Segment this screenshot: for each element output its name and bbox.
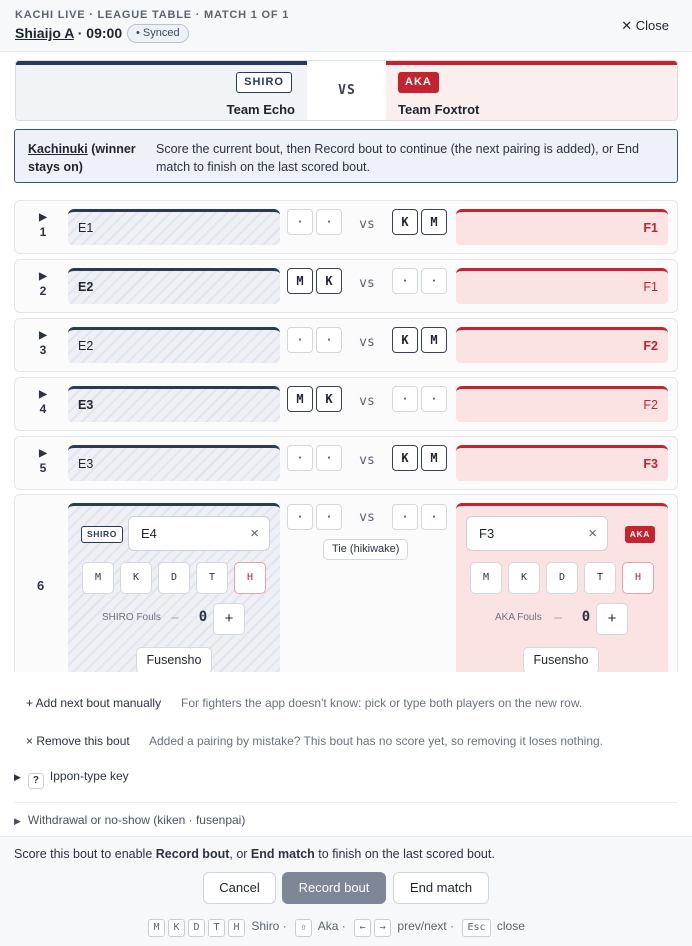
shiro-fighter-select[interactable] bbox=[128, 516, 270, 551]
aka-point-slot: · bbox=[421, 504, 447, 530]
record-bout-button[interactable]: Record bout bbox=[282, 872, 386, 904]
aka-point-slot: M bbox=[421, 327, 447, 353]
bout-expand-toggle[interactable] bbox=[33, 447, 53, 475]
aka-fighter-cell bbox=[456, 445, 668, 481]
bout-number: 4 bbox=[39, 402, 47, 416]
shiro-fighter-value: E4 bbox=[141, 526, 157, 541]
shiro-tsuki-button[interactable]: T bbox=[196, 562, 228, 594]
aka-do-button[interactable]: D bbox=[546, 562, 578, 594]
bout-expand-toggle[interactable] bbox=[33, 388, 53, 416]
withdrawal-toggle[interactable] bbox=[14, 813, 245, 827]
bout-row[interactable] bbox=[14, 436, 678, 490]
shiro-point-slot: · bbox=[287, 504, 313, 530]
bout-vs: vs bbox=[359, 394, 375, 409]
aka-point-slot: K bbox=[392, 327, 418, 353]
aka-kote-button[interactable]: K bbox=[508, 562, 540, 594]
kbd-key: ← bbox=[354, 919, 371, 937]
bout-vs: vs bbox=[359, 217, 375, 232]
aka-point-slot: · bbox=[392, 386, 418, 412]
shiro-point-slot: · bbox=[287, 327, 313, 353]
ippon-key-label: Ippon-type key bbox=[49, 769, 129, 783]
aka-fighter-name: F3 bbox=[643, 457, 658, 471]
aka-point-slot: K bbox=[392, 445, 418, 471]
ippon-key-toggle[interactable] bbox=[14, 769, 129, 789]
bout-vs: vs bbox=[359, 510, 375, 525]
shiro-fighter-cell bbox=[68, 386, 280, 422]
aka-fighter-select[interactable] bbox=[466, 516, 608, 551]
close-button[interactable]: ✕ Close bbox=[621, 18, 669, 33]
kbd-label: Shiro · bbox=[251, 919, 287, 933]
aka-scoring-panel bbox=[456, 503, 668, 672]
shiro-point-slot: · bbox=[287, 209, 313, 235]
add-next-bout-button[interactable]: + Add next bout manually bbox=[26, 696, 162, 710]
shiro-fighter-cell bbox=[68, 268, 280, 304]
footer-msg-part: Score this bout to enable bbox=[14, 847, 156, 861]
bout-row[interactable] bbox=[14, 259, 678, 313]
bout-number: 1 bbox=[39, 225, 47, 239]
shiro-fighter-cell bbox=[68, 445, 280, 481]
add-bout-hint: For fighters the app doesn't know: pick or type both players on the new row. bbox=[181, 696, 583, 710]
clear-shiro-fighter-icon[interactable]: × bbox=[250, 525, 259, 542]
active-bout-row bbox=[14, 494, 678, 672]
bout-number: 5 bbox=[39, 461, 47, 475]
bout-number: 3 bbox=[39, 343, 47, 357]
header-eyebrow: KACHI LIVE · LEAGUE TABLE · MATCH 1 OF 1 bbox=[15, 9, 290, 21]
expand-arrow-icon: ▶ bbox=[39, 212, 47, 223]
aka-fighter-name: F1 bbox=[643, 280, 658, 294]
aka-point-slot: M bbox=[421, 445, 447, 471]
aka-fighter-cell bbox=[456, 327, 668, 363]
disclosure-arrow-icon: ▶ bbox=[14, 816, 21, 826]
bout-number: 6 bbox=[37, 578, 45, 593]
shiro-point-slot: · bbox=[316, 504, 342, 530]
aka-fighter-name: F1 bbox=[643, 221, 658, 235]
aka-fouls-decrement[interactable]: − bbox=[553, 610, 563, 627]
shiro-point-slot: K bbox=[316, 268, 342, 294]
court-name: Shiaijo A bbox=[15, 25, 74, 41]
aka-fouls-value: 0 bbox=[581, 609, 591, 625]
team-shiro-panel bbox=[16, 61, 307, 120]
aka-fighter-cell bbox=[456, 209, 668, 245]
aka-point-slot: · bbox=[421, 268, 447, 294]
footer-msg-part: to finish on the last scored bout. bbox=[314, 847, 495, 861]
aka-fusensho-button[interactable]: Fusensho bbox=[523, 647, 599, 672]
cancel-button[interactable]: Cancel bbox=[203, 872, 276, 904]
team-aka-panel bbox=[386, 61, 677, 120]
bout-number: 2 bbox=[39, 284, 47, 298]
aka-fouls-label: AKA Fouls bbox=[495, 612, 542, 623]
bout-expand-toggle[interactable] bbox=[33, 270, 53, 298]
kbd-key: D bbox=[188, 919, 205, 937]
format-mode-rest: (winner stays on) bbox=[28, 142, 136, 174]
format-info-box bbox=[14, 129, 678, 183]
shiro-point-slot: M bbox=[287, 386, 313, 412]
shiro-hansoku-button[interactable]: H bbox=[234, 562, 266, 594]
kbd-key: → bbox=[374, 919, 391, 937]
shiro-fighter-cell bbox=[68, 209, 280, 245]
expand-arrow-icon: ▶ bbox=[39, 271, 47, 282]
footer-message bbox=[14, 847, 495, 861]
dialog-header bbox=[0, 0, 692, 52]
remove-bout-button[interactable]: × Remove this bout bbox=[26, 734, 130, 748]
kbd-label: prev/next · bbox=[397, 919, 455, 933]
bout-time: · 09:00 bbox=[73, 25, 123, 41]
kbd-label: close bbox=[496, 919, 525, 933]
shiro-point-slot: · bbox=[316, 209, 342, 235]
shiro-point-slot: M bbox=[287, 268, 313, 294]
banner-vs: VS bbox=[338, 83, 356, 98]
aka-tag: AKA bbox=[398, 72, 439, 93]
withdrawal-label: Withdrawal or no-show (kiken · fusenpai) bbox=[27, 813, 246, 827]
expand-arrow-icon: ▶ bbox=[39, 389, 47, 400]
bout-expand-toggle[interactable] bbox=[33, 329, 53, 357]
shiro-fighter-name: E3 bbox=[78, 457, 94, 471]
team-shiro-name: Team Echo bbox=[226, 102, 295, 117]
aka-fighter-cell bbox=[456, 268, 668, 304]
aka-fouls-increment[interactable]: + bbox=[596, 603, 628, 635]
shiro-kote-button[interactable]: K bbox=[120, 562, 152, 594]
shiro-fighter-name: E3 bbox=[78, 398, 94, 412]
format-instructions: Score the current bout, then Record bout to continue (the next pairing is added), or End match to finish on the last scored bout. bbox=[156, 142, 639, 174]
aka-point-slot: K bbox=[392, 209, 418, 235]
shiro-point-slot: · bbox=[287, 445, 313, 471]
shiro-fouls-increment[interactable]: + bbox=[213, 603, 245, 635]
aka-tsuki-button[interactable]: T bbox=[584, 562, 616, 594]
bout-row[interactable] bbox=[14, 377, 678, 431]
dialog-footer bbox=[0, 836, 692, 946]
shiro-point-slot: K bbox=[316, 386, 342, 412]
aka-hansoku-button[interactable]: H bbox=[622, 562, 654, 594]
team-banner bbox=[15, 60, 678, 121]
aka-fighter-name: F2 bbox=[643, 339, 658, 353]
shiro-point-slot: · bbox=[316, 445, 342, 471]
sync-status-badge: • Synced bbox=[127, 24, 189, 43]
footer-msg-part: , or bbox=[229, 847, 251, 861]
aka-fighter-cell bbox=[456, 386, 668, 422]
remove-bout-hint: Added a pairing by mistake? This bout has no score yet, so removing it loses nothing. bbox=[149, 734, 604, 748]
aka-point-slot: · bbox=[392, 504, 418, 530]
shiro-fighter-name: E2 bbox=[78, 339, 94, 353]
shiro-fouls-decrement[interactable]: − bbox=[170, 610, 180, 627]
keyboard-shortcuts bbox=[148, 919, 525, 937]
shiro-scoring-panel bbox=[68, 503, 280, 672]
format-mode bbox=[28, 140, 148, 176]
header-title bbox=[15, 25, 122, 41]
kbd-key: Esc bbox=[462, 919, 490, 937]
kbd-key: M bbox=[148, 919, 165, 937]
end-match-button[interactable]: End match bbox=[393, 872, 489, 904]
kbd-key: ⇧ bbox=[295, 919, 312, 937]
format-mode-main: Kachinuki bbox=[28, 142, 88, 156]
shiro-point-slot: · bbox=[316, 327, 342, 353]
shiro-fighter-name: E2 bbox=[78, 280, 94, 294]
aka-point-slot: · bbox=[421, 386, 447, 412]
aka-point-slot: M bbox=[421, 209, 447, 235]
expand-arrow-icon: ▶ bbox=[39, 330, 47, 341]
footer-msg-end: End match bbox=[250, 847, 315, 861]
team-aka-name: Team Foxtrot bbox=[398, 102, 480, 117]
shiro-fighter-name: E1 bbox=[78, 221, 94, 235]
bout-expand-toggle[interactable] bbox=[33, 211, 53, 239]
aka-men-button[interactable]: M bbox=[470, 562, 502, 594]
bout-row[interactable] bbox=[14, 200, 678, 254]
expand-arrow-icon: ▶ bbox=[39, 448, 47, 459]
bout-vs: vs bbox=[359, 335, 375, 350]
tie-hikiwake-button[interactable]: Tie (hikiwake) bbox=[323, 539, 408, 560]
shiro-fouls-label: SHIRO Fouls bbox=[102, 612, 161, 623]
shiro-men-button[interactable]: M bbox=[82, 562, 114, 594]
clear-aka-fighter-icon[interactable]: × bbox=[588, 525, 597, 542]
kbd-label: Aka · bbox=[317, 919, 346, 933]
kbd-key: K bbox=[168, 919, 185, 937]
bout-vs: vs bbox=[359, 453, 375, 468]
kbd-key: H bbox=[228, 919, 245, 937]
help-icon: ? bbox=[28, 773, 44, 789]
shiro-tag: SHIRO bbox=[236, 72, 292, 93]
shiro-do-button[interactable]: D bbox=[158, 562, 190, 594]
bout-row[interactable] bbox=[14, 318, 678, 372]
aka-fighter-value: F3 bbox=[479, 526, 495, 541]
aka-fighter-name: F2 bbox=[643, 398, 658, 412]
footer-msg-record: Record bout bbox=[155, 847, 230, 861]
shiro-fouls-value: 0 bbox=[198, 609, 208, 625]
shiro-mini-tag: SHIRO bbox=[81, 526, 123, 543]
shiro-fighter-cell bbox=[68, 327, 280, 363]
aka-mini-tag: AKA bbox=[625, 526, 655, 543]
aka-point-slot: · bbox=[392, 268, 418, 294]
shiro-fusensho-button[interactable]: Fusensho bbox=[136, 647, 212, 672]
bout-vs: vs bbox=[359, 276, 375, 291]
disclosure-arrow-icon: ▶ bbox=[14, 772, 21, 782]
section-divider bbox=[14, 802, 678, 803]
kbd-key: T bbox=[208, 919, 225, 937]
